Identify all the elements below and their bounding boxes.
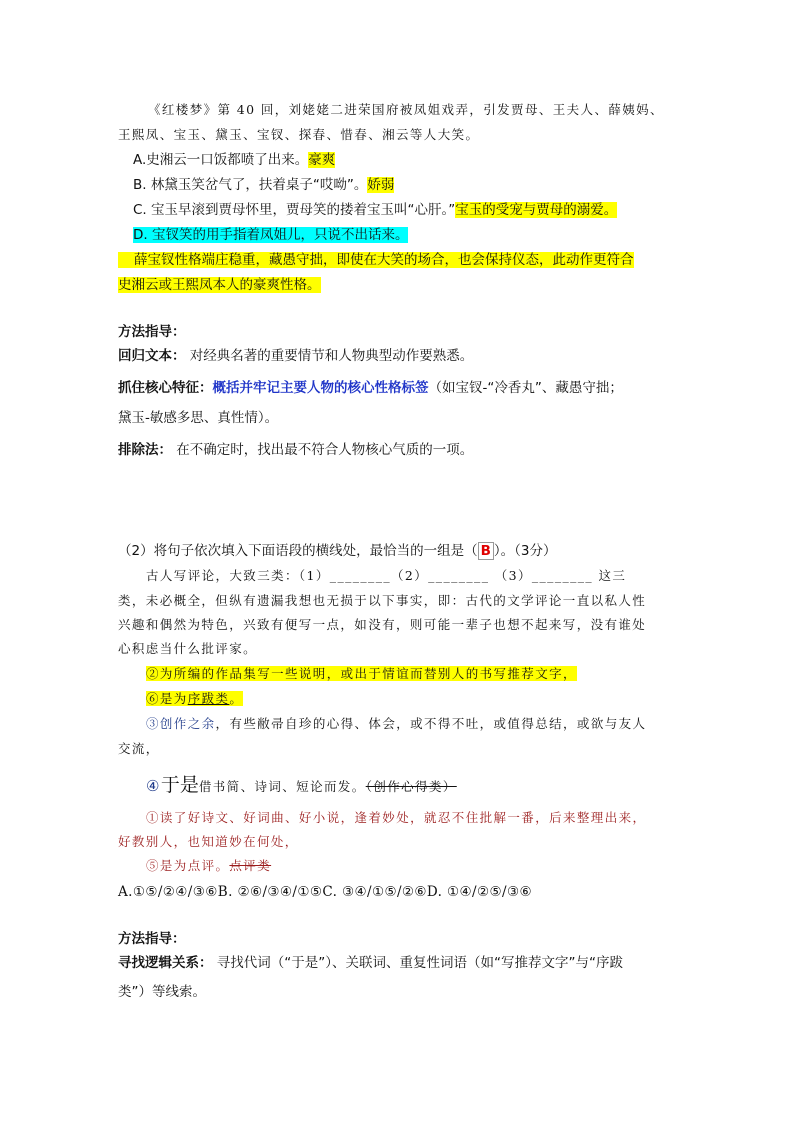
method1-item3-text: 在不确定时，找出最不符合人物核心气质的一项。 <box>172 442 474 458</box>
q1-intro-line2: 王熙凤、宝玉、黛玉、宝钗、探春、惜春、湘云等人大笑。 <box>118 127 480 142</box>
q2-para-line3: 兴趣和偶然为特色，兴致有便写一点，如没有，则可能一辈子也想不起来写，没有谁处 <box>118 617 647 632</box>
sentence-3-num: ③ <box>146 716 160 731</box>
method1-item1 <box>118 346 473 366</box>
method2-item1-label: 寻找逻辑关系： <box>118 955 213 971</box>
q2-answer: B <box>478 542 494 560</box>
method1-item2-bold: 概括并牢记主要人物的核心性格标签 <box>212 380 429 396</box>
q2-para-line2: 类，未必概全，但纵有遗漏我想也无损于以下事实，即：古代的文学评论一直以私人性 <box>118 593 647 608</box>
sentence-5-strike: 点评类 <box>229 858 272 873</box>
q2-sentence-1-line2: 好教别人，也知道妙在何处， <box>118 834 299 849</box>
q2-options: A.①⑤/②④/③⑥B. ②⑥/③④/①⑤C. ③④/①⑤/②⑥D. ①④/②⑤/③⑥ <box>118 884 532 900</box>
sentence-4-num: ④ <box>146 777 161 795</box>
sentence-4-big: 于是 <box>160 774 199 796</box>
q1-option-a <box>133 150 335 170</box>
option-c-text: C. 宝玉早滚到贾母怀里，贾母笑的搂着宝玉叫“心肝。” <box>133 202 456 218</box>
option-a-text: A.史湘云一口饭都喷了出来。 <box>133 152 309 168</box>
method1-item2-label: 抓住核心特征： <box>118 380 213 396</box>
sentence-5-pre: ⑤是为点评。 <box>146 858 230 873</box>
q2-stem-post: ）。（3分） <box>493 543 557 559</box>
analysis-text-1: 薛宝钗性格端庄稳重，藏愚守拙，即使在大笑的场合，也会保持仪态，此动作更符合 <box>118 252 634 268</box>
q1-analysis-line1 <box>118 250 634 270</box>
q1-analysis-line2 <box>118 275 321 295</box>
q2-para-line4: 心积虑当什么批评家。 <box>118 641 258 656</box>
q2-sentence-1-line1: ①读了好诗文、好词曲、好小说，逢着妙处，就忍不住批解一番，后来整理出来， <box>146 810 647 825</box>
q2-sentence-3 <box>146 714 646 734</box>
sentence-3-rest: ，有些敝帚自珍的心得、体会，或不得不吐，或值得总结，或欲与友人 <box>215 716 647 731</box>
q1-intro-line1: 《红楼梦》第 40 回，刘姥姥二进荣国府被凤姐戏弄，引发贾母、王夫人、薛姨妈、 <box>148 102 664 117</box>
q2-sentence-2 <box>146 664 577 684</box>
method1-item2-line2: 黛玉-敏感多思、真性情）。 <box>118 410 279 426</box>
option-b-note: 娇弱 <box>367 177 395 193</box>
q2-para-line1: 古人写评论，大致三类：（1）________（2）________ （3）________ 这三 <box>146 568 627 583</box>
method1-item3 <box>118 440 473 460</box>
sentence-4-strike: （创作心得类） <box>365 779 457 794</box>
sentence-4-rest: 借书简、诗词、短论而发。 <box>198 779 366 794</box>
analysis-text-2: 史湘云或王熙凤本人的豪爽性格。 <box>118 277 321 293</box>
q2-sentence-4 <box>146 775 457 797</box>
q2-sentence-6 <box>146 689 243 709</box>
sentence-6-text: ⑥是为序跋类。 <box>146 691 244 706</box>
method2-item1 <box>118 953 623 973</box>
sentence-3-head: 创作之余 <box>159 716 216 731</box>
method2-item1-line2: 类”）等线索。 <box>118 984 206 1000</box>
q2-sentence-5 <box>146 856 271 876</box>
method2-item1-text: 寻找代词（“于是”）、关联词、重复性词语（如“写推荐文字”与“序跋 <box>212 955 624 971</box>
q2-sentence-3-line2: 交流， <box>118 741 160 756</box>
sentence-2-text: ②为所编的作品集写一些说明，或出于情谊而替别人的书写推荐文字， <box>146 666 577 681</box>
q1-option-b <box>133 175 394 195</box>
option-a-note: 豪爽 <box>308 152 336 168</box>
sentence-6-underline: 序跋类 <box>187 691 230 706</box>
method1-item1-text: 对经典名著的重要情节和人物典型动作要熟悉。 <box>185 348 474 364</box>
method2-heading: 方法指导： <box>118 931 186 947</box>
method1-heading: 方法指导： <box>118 324 186 340</box>
option-b-text: B. 林黛玉笑岔气了，扶着桌子“哎呦”。 <box>133 177 368 193</box>
option-d-text: D. 宝钗笑的用手指着凤姐儿，只说不出话来。 <box>133 227 409 243</box>
method1-item1-label: 回归文本： <box>118 348 186 364</box>
method1-item3-label: 排除法： <box>118 442 172 458</box>
q1-option-c <box>133 200 617 220</box>
q2-stem-pre: （2）将句子依次填入下面语段的横线处，最恰当的一组是（ <box>118 543 478 559</box>
option-c-note: 宝玉的受宠与贾母的溺爱。 <box>455 202 618 218</box>
q2-stem <box>118 541 556 561</box>
method1-item2 <box>118 378 623 398</box>
method1-item2-rest: （如宝钗-“冷香丸”、藏愚守拙； <box>428 380 623 396</box>
q1-option-d <box>133 225 408 245</box>
